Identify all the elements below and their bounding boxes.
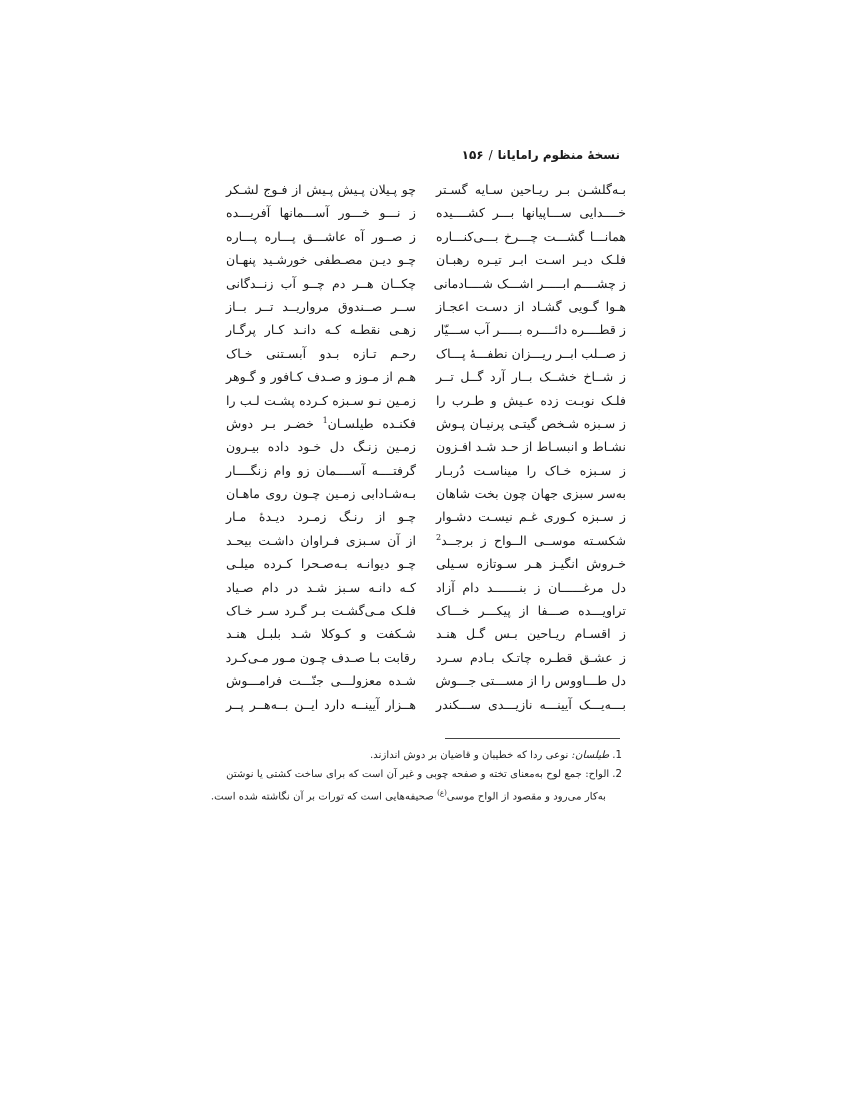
footnote-text: نوعی ردا که خطیبان و قاضیان بر دوش اندازند. [370, 750, 572, 761]
right-verse-10 [436, 389, 626, 412]
verse-text: ز سـبزه کـوری غـم نیسـت دشـوار [436, 509, 626, 525]
right-verse-13 [436, 459, 626, 482]
right-verse-18 [436, 576, 626, 599]
verse-text: ز عشـق قطـره چاتـک بـادم سـرد [436, 649, 626, 665]
footnote-2-continuation [210, 784, 622, 806]
footnote-rule [445, 738, 620, 739]
verse-text: بـه‌شـادابی زمـین چـون روی ماهـان [226, 486, 416, 502]
verse-text: بـه‌گلشـن بـر ریـاحین سـایه گسـتر [436, 182, 626, 197]
verse-text: به‌سر سبزی جهان چون بخت شاهان [436, 486, 626, 502]
right-verse-7 [436, 318, 626, 341]
right-verse-20 [436, 622, 626, 645]
poem-left-column [226, 178, 416, 716]
footnote-marker: 1 [322, 415, 328, 425]
verse-text: ســر صــندوق مرواریــد تــر بــاز [226, 298, 416, 314]
verse-text: شـده معزولـــی جنّـــت فرامـــوش [226, 673, 416, 689]
footnote-number: 1. [612, 750, 622, 761]
verse-text: همانـــا گشـــت چـــرخ بـــی‌کنـــاره [436, 228, 626, 244]
verse-text: چو پـیلان پـیش پـیش از فـوج لشـکر [226, 182, 416, 197]
right-verse-1 [436, 178, 626, 201]
right-verse-6 [436, 295, 626, 318]
footnote-2 [222, 765, 622, 784]
verse-text: بـــه‌یـــک آیینـــه نازیـــدی ســـکندر [436, 696, 626, 712]
verse-text: ز قطــــره دائــــره بـــــر آب ســـیّار [434, 322, 626, 338]
verse-text: تراویـــده صـــفا از پیکـــر خـــاک [436, 603, 626, 619]
left-verse-4 [226, 248, 416, 271]
right-verse-4 [436, 248, 626, 271]
poem-body [226, 178, 626, 738]
footnote-text: به‌کار می‌رود و مقصود از الواح موسی [446, 791, 606, 803]
left-verse-11 [226, 412, 416, 435]
verse-text: ز اقسـام ریـاحین بـس گـل هنـد [436, 626, 626, 642]
left-verse-13 [226, 459, 416, 482]
book-title: نسخهٔ منظوم رامایانا [497, 148, 620, 162]
right-verse-12 [436, 435, 626, 458]
verse-text: زمـین نـو سـبزه کـرده پشـت لـب را [226, 392, 416, 408]
verse-text: فلـک دیـر اسـت ابـر تیـره رهبـان [436, 252, 626, 268]
verse-text: ز سـبزه شـخص گیتـی پرنیـان پـوش [436, 415, 626, 431]
left-verse-5 [226, 272, 416, 295]
left-verse-12 [226, 435, 416, 458]
left-verse-2 [226, 201, 416, 224]
verse-text: رقابت بـا صـدف چـون مـور مـی‌کـرد [225, 649, 416, 665]
verse-text: گرفتــــه آســــمان زو وام زنگــــار [226, 462, 416, 478]
left-verse-3 [226, 225, 416, 248]
left-verse-10 [226, 389, 416, 412]
running-header [462, 148, 620, 162]
right-verse-21 [436, 646, 626, 669]
right-verse-22 [436, 669, 626, 692]
verse-text: ز صــلب ابــر ریـــزان نطفـــهٔ پـــاک [435, 345, 626, 361]
verse-text: از آن سـبزی فـراوان داشـت بیحـد [226, 532, 416, 548]
footnote-term: طیلسان: [571, 750, 610, 761]
verse-text: رحـم تـازه بـدو آبسـتنی خـاک [226, 345, 416, 361]
left-verse-7 [226, 318, 416, 341]
verse-text: چـو از رنـگ زمـرد دیـدهٔ مـار [226, 509, 416, 525]
footnote-text: الواح: جمع لوح به‌معنای تخته و صفحه چوبی و غیر آن است که برای ساخت کشتی یا نوشتن [226, 769, 610, 780]
verse-text: چکــان هــر دم چــو آب زنــدگانی [226, 275, 416, 291]
verse-text: شـکفت و کـوکلا شـد بلبـل هنـد [226, 626, 416, 642]
verse-text: هـم از مـوز و صـدف کـافور و گـوهر [226, 369, 416, 385]
left-verse-20 [226, 622, 416, 645]
verse-text: هــزار آیینــه دارد ایــن بــه‌هــر پــر [226, 696, 416, 712]
verse-text: چـو دیـن مصـطفی خورشـید پنهـان [226, 252, 416, 268]
left-verse-1 [226, 178, 416, 201]
footnote-1 [222, 746, 622, 765]
verse-text: فلـک نوبـت زده عـیش و طـرب را [436, 392, 626, 408]
footnote-honorific-marker: (ع) [437, 789, 447, 797]
verse-text: خــــدایی ســـاپیانها بـــر کشــــیده [436, 205, 626, 221]
right-verse-17 [436, 552, 626, 575]
left-verse-18 [226, 576, 416, 599]
right-verse-14 [436, 482, 626, 505]
poem-right-column [433, 178, 626, 716]
verse-text: نشـاط و انبسـاط از حـد شـد افـزون [436, 439, 626, 455]
verse-text: ز شــاخ خشــک بــار آرد گــل تــر [436, 369, 626, 385]
verse-text: زمـین زنـگ دل خـود داده بیـرون [226, 439, 416, 455]
left-verse-17 [226, 552, 416, 575]
verse-text: دل مرغــــــان ز بنـــــــد دام آزاد [436, 579, 626, 595]
left-verse-16 [226, 529, 416, 552]
right-verse-15 [436, 505, 626, 528]
footnotes [210, 746, 622, 806]
footnote-marker: 2 [436, 532, 442, 542]
left-verse-6 [226, 295, 416, 318]
left-verse-9 [226, 365, 416, 388]
right-verse-16 [436, 529, 626, 552]
verse-text: شکسـته موســی الــواح ز برجــد [441, 532, 626, 548]
page-number: ۱۵۶ [461, 148, 484, 162]
left-verse-23 [226, 693, 416, 716]
right-verse-5 [433, 272, 626, 295]
verse-text: ز صــور آه عاشـــق پـــاره پـــاره [226, 228, 416, 244]
right-verse-9 [436, 365, 626, 388]
right-verse-8 [436, 342, 626, 365]
left-verse-22 [226, 669, 416, 692]
right-verse-19 [436, 599, 626, 622]
footnote-number: 2. [612, 769, 622, 780]
right-verse-2 [436, 201, 626, 224]
left-verse-8 [226, 342, 416, 365]
verse-text: ز سـبزه خـاک را میناسـت دُربـار [436, 462, 626, 478]
right-verse-23 [436, 693, 626, 716]
verse-text: خـروش انگیـز هـر سـوتازه سـیلی [436, 556, 626, 572]
right-verse-11 [436, 412, 626, 435]
verse-text: چـو دیوانـه بـه‌صـحرا کـرده میلـی [226, 556, 416, 572]
left-verse-14 [226, 482, 416, 505]
verse-text: زهـی نقطـه کـه دانـد کـار پرگـار [226, 322, 416, 338]
verse-text: فکنـده طیلسـان [327, 415, 416, 431]
header-separator: / [488, 148, 493, 162]
verse-text: خضـر بـر دوش [226, 415, 323, 431]
left-verse-21 [226, 646, 416, 669]
left-verse-19 [226, 599, 416, 622]
footnote-text: صحیفه‌هایی است که تورات بر آن نگاشته شده است. [210, 791, 438, 803]
verse-text: هـوا گـویی گشـاد از دسـت اعجـاز [436, 298, 626, 314]
verse-text: فلـک مـی‌گشـت بـر گـرد سـر خـاک [226, 603, 416, 619]
verse-text: ز چشــــم ابـــــر اشـــک شــــادمانی [433, 275, 626, 291]
verse-text: کـه دانـه سـبز شـد در دام صـیاد [226, 579, 416, 595]
left-verse-15 [226, 505, 416, 528]
verse-text: ز نـــو خـــور آســـمانها آفریـــده [226, 205, 416, 221]
verse-text: دل طـــاووس را از مســـتی جـــوش [435, 673, 626, 689]
right-verse-3 [436, 225, 626, 248]
